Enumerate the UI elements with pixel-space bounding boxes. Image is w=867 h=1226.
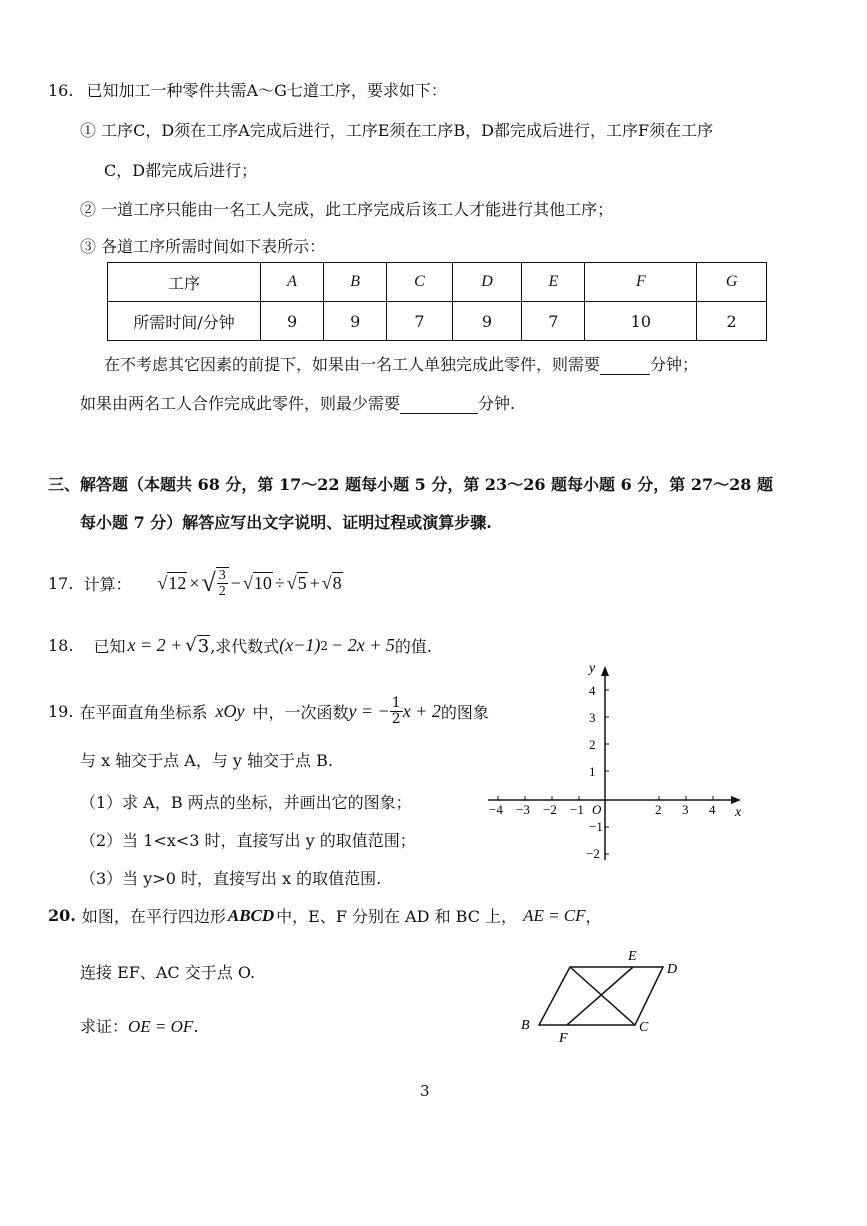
table-col-a: A: [261, 263, 324, 302]
label-c: C: [639, 1020, 649, 1035]
x-tick-label: −1: [570, 802, 584, 817]
x-tick-label: 2: [655, 802, 662, 817]
table-cell: 7: [522, 302, 585, 341]
q20-ae-cf: AE = CF: [523, 905, 586, 925]
radicand: 12: [168, 573, 187, 593]
table-col-b: B: [324, 263, 387, 302]
q16-intro-text: 已知加工一种零件共需A～G七道工序，要求如下：: [86, 81, 447, 100]
q20-text-c: ，: [585, 907, 602, 926]
q18-mid: ,求代数式: [210, 637, 280, 656]
q18: [48, 634, 432, 657]
table-cell: 9: [261, 302, 324, 341]
q16-question-text: 在不考虑其它因素的前提下，如果由一名工人单独完成此零件，则需要: [104, 355, 601, 374]
q17-number: 17.: [48, 573, 74, 593]
q20-text-b: 中，E、F 分别在 AD 和 BC 上，: [276, 907, 518, 926]
q16-question-line-1: [104, 352, 698, 375]
y-tick-label: 1: [589, 764, 596, 779]
table-header-label: 工序: [108, 263, 261, 302]
q16-question-line-2: [80, 391, 515, 414]
q20-text: 如图，在平行四边形: [81, 907, 226, 926]
y-tick-label: 2: [589, 737, 596, 752]
label-b: B: [521, 1018, 530, 1033]
table-cell: 9: [324, 302, 387, 341]
numerator: 3: [218, 568, 226, 583]
segment-ac: [570, 967, 635, 1025]
answer-blank-2[interactable]: [400, 394, 478, 414]
answer-blank-1[interactable]: [600, 355, 650, 375]
operator: +: [309, 572, 320, 593]
q18-number: 18.: [48, 636, 74, 655]
q18-pre: 已知: [93, 637, 126, 656]
section-3-header-cont: 每小题 7 分）解答应写出文字说明、证明过程或演算步骤.: [80, 513, 492, 532]
q19-y-eq: y = −: [348, 701, 390, 721]
q17-expression: √ 12 × √ $\frac{3}{2}$ − √ 10 ÷ √ 5 + √ 8: [157, 568, 342, 599]
q17: [48, 568, 343, 598]
q18-x-eq: x = 2 +: [127, 635, 183, 655]
y-axis-arrow: [601, 666, 609, 676]
q19-line-2: 与 x 轴交于点 A，与 y 轴交于点 B.: [80, 751, 333, 770]
y-axis-label: y: [589, 661, 596, 676]
table-cell: 2: [697, 302, 767, 341]
page-number: 3: [420, 1082, 430, 1100]
segment-ef: [567, 967, 633, 1025]
q19-x-plus: x + 2: [402, 701, 441, 721]
q19-sub-2: （2）当 1<x<3 时，直接写出 y 的取值范围；: [80, 831, 416, 850]
q20-number: 20.: [48, 906, 76, 925]
y-tick-label: −1: [589, 819, 603, 834]
x-tick-label: −2: [543, 802, 557, 817]
q19-line-1: [48, 696, 489, 727]
q19-text-b: 中，一次函数: [252, 703, 349, 722]
q19-sub-3: （3）当 y>0 时，直接写出 x 的取值范围.: [80, 869, 382, 888]
q19-text-c: 的图象: [440, 703, 489, 722]
table-cell: 10: [585, 302, 697, 341]
parallelogram-figure: [515, 945, 715, 1045]
label-f: F: [559, 1031, 568, 1045]
label-e: E: [628, 949, 637, 964]
radicand: 8: [332, 573, 342, 593]
operator: ÷: [274, 572, 285, 593]
q16-unit-text-2: 分钟.: [478, 394, 516, 413]
x-axis-arrow: [731, 796, 741, 804]
coordinate-axes-figure: [485, 660, 755, 870]
q20-oe-of: OE = OF: [128, 1017, 194, 1036]
table-row-header: [108, 263, 767, 302]
operator: −: [230, 572, 241, 593]
denominator: 2: [218, 584, 226, 599]
q20-line-2: 连接 EF、AC 交于点 O.: [80, 963, 256, 982]
q20-period: .: [193, 1017, 199, 1036]
q16-unit-text: 分钟；: [650, 355, 699, 374]
q16-condition-2: ② 一道工序只能由一名工人完成，此工序完成后该工人才能进行其他工序；: [80, 200, 614, 219]
table-col-f: F: [585, 263, 697, 302]
q16-number: 16.: [48, 81, 74, 100]
y-tick-label: 4: [589, 683, 596, 698]
table-col-g: G: [697, 263, 767, 302]
table-cell: 9: [452, 302, 522, 341]
q19-sub-1: （1）求 A，B 两点的坐标，并画出它的图象；: [80, 793, 412, 812]
q19-xoy: xOy: [215, 701, 245, 721]
operator: ×: [189, 572, 200, 593]
q18-post: 的值.: [394, 637, 432, 656]
label-d: D: [667, 962, 678, 977]
table-col-c: C: [387, 263, 452, 302]
q16-question-text-2: 如果由两名工人合作完成此零件，则最少需要: [80, 394, 401, 413]
q20-line-3: [80, 1014, 198, 1037]
radicand: 10: [253, 573, 272, 593]
q20-line-1: [48, 904, 602, 927]
origin-label: O: [592, 802, 602, 817]
process-time-table: [107, 262, 767, 341]
q19-number: 19.: [48, 702, 74, 721]
x-axis-label: x: [735, 805, 742, 820]
section-3-header: 三、解答题（本题共 68 分，第 17～22 题每小题 5 分，第 23～26 题每小题 6 分，第 27～28 题: [48, 475, 773, 494]
q19-fraction: [390, 696, 403, 727]
sqrt-sign: √: [185, 635, 197, 656]
fraction: [216, 567, 229, 599]
q16-condition-3: ③ 各道工序所需时间如下表所示：: [80, 237, 326, 256]
numerator: 1: [391, 695, 401, 711]
table-cell: 7: [387, 302, 452, 341]
q18-expr2: − 2x + 5: [331, 635, 395, 655]
table-col-d: D: [452, 263, 522, 302]
y-tick-label: −2: [586, 846, 600, 861]
q16-condition-1-cont: C，D都完成后进行；: [104, 161, 258, 180]
q20-abcd: ABCD: [227, 905, 275, 925]
x-tick-label: −3: [516, 802, 530, 817]
x-tick-label: 4: [709, 802, 716, 817]
q16-intro: [48, 78, 447, 101]
q19-text: 在平面直角坐标系: [79, 703, 208, 722]
q16-condition-1: ① 工序C，D须在工序A完成后进行，工序E须在工序B，D都完成后进行，工序F须在工序: [80, 121, 714, 140]
denominator: 2: [391, 711, 401, 727]
y-tick-label: 3: [589, 710, 596, 725]
radicand: 5: [297, 573, 307, 593]
table-row-label: 所需时间/分钟: [108, 302, 261, 341]
table-row-time: [108, 302, 767, 341]
table-col-e: E: [522, 263, 585, 302]
q17-label: 计算：: [83, 574, 132, 594]
q20-prove-label: 求证：: [80, 1017, 129, 1036]
x-tick-label: −4: [489, 802, 503, 817]
x-tick-label: 3: [682, 802, 689, 817]
radicand: 3: [197, 635, 210, 657]
q18-exponent: 2: [320, 638, 329, 653]
q18-expr: (x−1): [279, 635, 321, 655]
